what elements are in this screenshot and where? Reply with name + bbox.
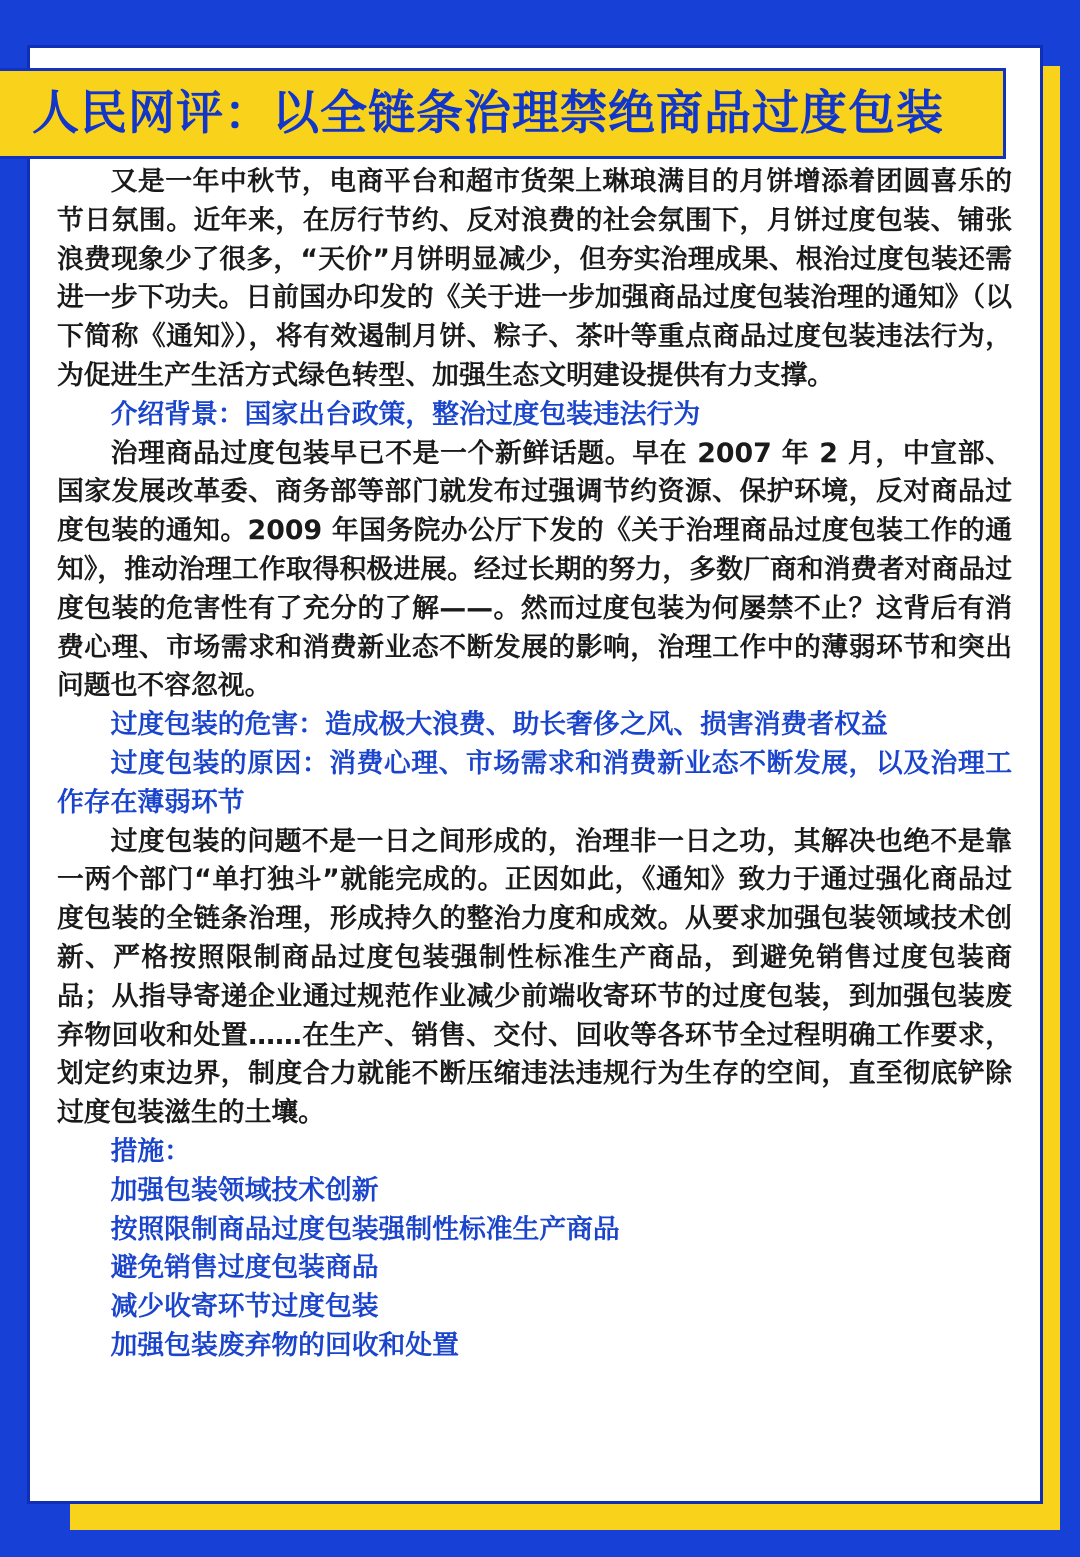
measure-item: 减少收寄环节过度包装 <box>110 1291 379 1323</box>
measure-item: 避免销售过度包装商品 <box>110 1252 379 1284</box>
governance-paragraph: 过度包装的问题不是一日之间形成的，治理非一日之功，其解决也绝不是靠一两个部门“单打独斗”就能完成的。正因如此，《通知》致力于通过强化商品过度包装的全链条治理，形成持久的整治力度和成效。从要求加强包装领域技术创新、严格按照限制商品过度包装强制性标准生产商品，到避免销售过度包装商品；从指导寄递企业通过规范作业减少前端收寄环节的过度包装，到加强包装废弃物回收和处置……在生产、销售、交付、回收等各环节全过程明确工作要求，划定约束边界，制度合力就能不断压缩违法违规行为生存的空间，直至彻底铲除过度包装滋生的土壤。 <box>57 825 1012 1129</box>
article-body <box>57 163 1012 1366</box>
section-heading-causes: 过度包装的原因：消费心理、市场需求和消费新业态不断发展，以及治理工作存在薄弱环节 <box>57 747 1012 818</box>
measure-item: 按照限制商品过度包装强制性标准生产商品 <box>110 1213 620 1245</box>
intro-paragraph: 又是一年中秋节，电商平台和超市货架上琳琅满目的月饼增添着团圆喜乐的节日氛围。近年来，在厉行节约、反对浪费的社会氛围下，月饼过度包装、铺张浪费现象少了很多，“天价”月饼明显减少，但夯实治理成果、根治过度包装还需进一步下功夫。日前国办印发的《关于进一步加强商品过度包装治理的通知》（以下简称《通知》），将有效遏制月饼、粽子、茶叶等重点商品过度包装违法行为，为促进生产生活方式绿色转型、加强生态文明建设提供有力支撑。 <box>57 166 1012 391</box>
measure-item: 加强包装废弃物的回收和处置 <box>110 1329 459 1361</box>
page-title: 人民网评：以全链条治理禁绝商品过度包装 <box>32 86 944 141</box>
section-heading-measures: 措施： <box>110 1135 191 1167</box>
section-heading-harms: 过度包装的危害：造成极大浪费、助长奢侈之风、损害消费者权益 <box>110 709 888 741</box>
background-paragraph: 治理商品过度包装早已不是一个新鲜话题。早在 2007 年 2 月，中宣部、国家发展改革委、商务部等部门就发布过强调节约资源、保护环境，反对商品过度包装的通知。2009 年国务院办公厅下发的《关于治理商品过度包装工作的通知》，推动治理工作取得积极进展。经过长期的努力，多数厂商和消费者对商品过度包装的危害性有了充分的了解——。然而过度包装为何屡禁不止？这背后有消费心理、市场需求和消费新业态不断发展的影响，治理工作中的薄弱环节和突出问题也不容忽视。 <box>57 437 1012 702</box>
title-banner <box>0 68 1006 159</box>
section-heading-background: 介绍背景：国家出台政策，整治过度包装违法行为 <box>110 398 701 430</box>
measure-item: 加强包装领域技术创新 <box>110 1174 379 1206</box>
